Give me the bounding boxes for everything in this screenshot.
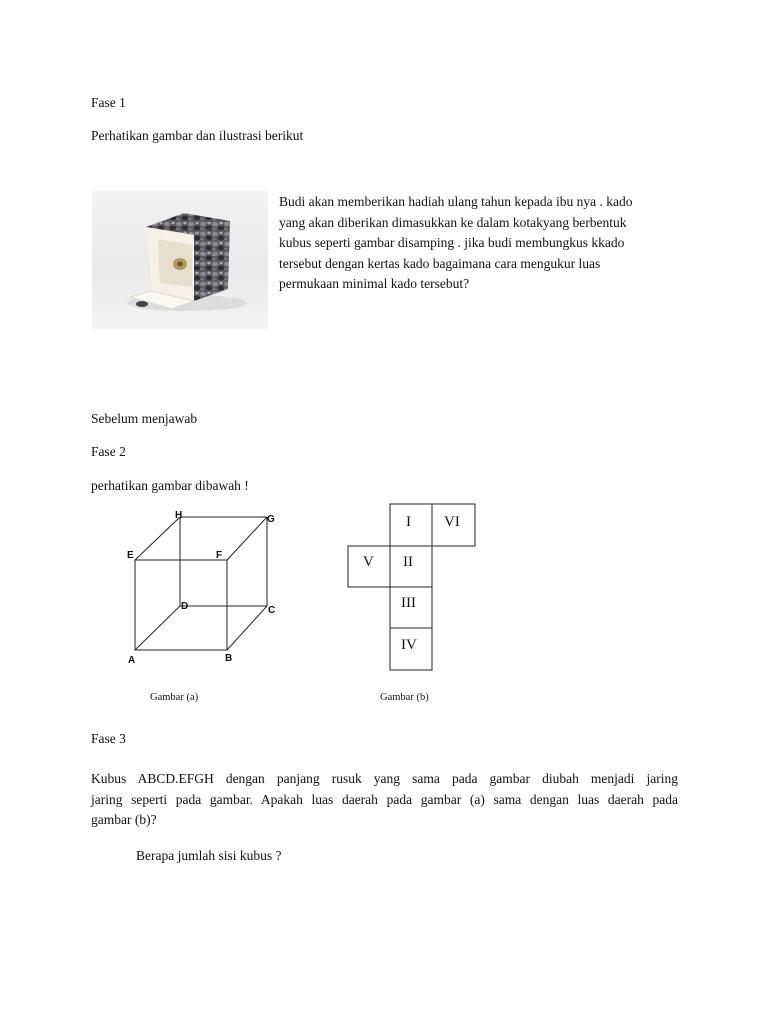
- edge-AD: [135, 606, 180, 650]
- vertex-label-D: D: [181, 601, 189, 612]
- story-line: tersebut dengan kertas kado bagaimana cara mengukur luas: [279, 255, 601, 271]
- question-line: gambar (b)?: [91, 812, 157, 827]
- fase3-question: [91, 769, 678, 831]
- story-line: kubus seperti gambar disamping . jika budi membungkus kkado: [279, 235, 625, 250]
- fase2-heading: Fase 2: [91, 444, 126, 459]
- vertex-label-G: G: [267, 514, 275, 525]
- story-line: Budi akan memberikan hadiah ulang tahun kepada ibu nya . kado: [279, 194, 633, 209]
- edge-BC: [227, 606, 267, 650]
- fase3-followup: Berapa jumlah sisi kubus ?: [136, 848, 282, 863]
- before-answer-text: Sebelum menjawab: [91, 411, 198, 426]
- net-label-IV: IV: [401, 637, 417, 653]
- vertex-label-A: A: [128, 655, 136, 666]
- cube-net-figure: [345, 500, 485, 680]
- story-line: yang akan diberikan dimasukkan ke dalam kotakyang berbentuk: [279, 214, 627, 230]
- gift-box-photo: [92, 191, 268, 329]
- caption-b: Gambar (b): [380, 692, 429, 703]
- edge-FG: [227, 517, 267, 560]
- net-label-VI: VI: [444, 514, 460, 530]
- vertex-label-C: C: [268, 605, 276, 616]
- fase3-heading: Fase 3: [91, 731, 126, 746]
- vertex-label-H: H: [175, 510, 183, 521]
- fase2-instruction: perhatikan gambar dibawah !: [91, 478, 249, 493]
- vertex-label-F: F: [216, 550, 223, 561]
- net-label-II: II: [403, 554, 413, 570]
- net-label-I: I: [406, 514, 411, 530]
- vertex-label-E: E: [127, 550, 134, 561]
- net-face-I: [390, 504, 432, 546]
- question-line: jaring seperti pada gambar. Apakah luas daerah pada gambar (a) sama dengan luas daerah pada: [91, 791, 678, 807]
- net-label-V: V: [363, 554, 374, 570]
- story-line: permukaan minimal kado tersebut?: [279, 276, 470, 291]
- cube-figure: [105, 500, 305, 675]
- fase1-heading: Fase 1: [91, 95, 126, 110]
- edge-EH: [135, 517, 180, 560]
- question-line: Kubus ABCD.EFGH dengan panjang rusuk yang sama pada gambar diubah menjadi jaring: [91, 771, 678, 786]
- fase1-instruction: Perhatikan gambar dan ilustrasi berikut: [91, 128, 304, 143]
- net-label-III: III: [401, 595, 416, 611]
- caption-a: Gambar (a): [150, 692, 199, 703]
- vertex-label-B: B: [225, 653, 233, 664]
- fase1-story: [279, 192, 633, 295]
